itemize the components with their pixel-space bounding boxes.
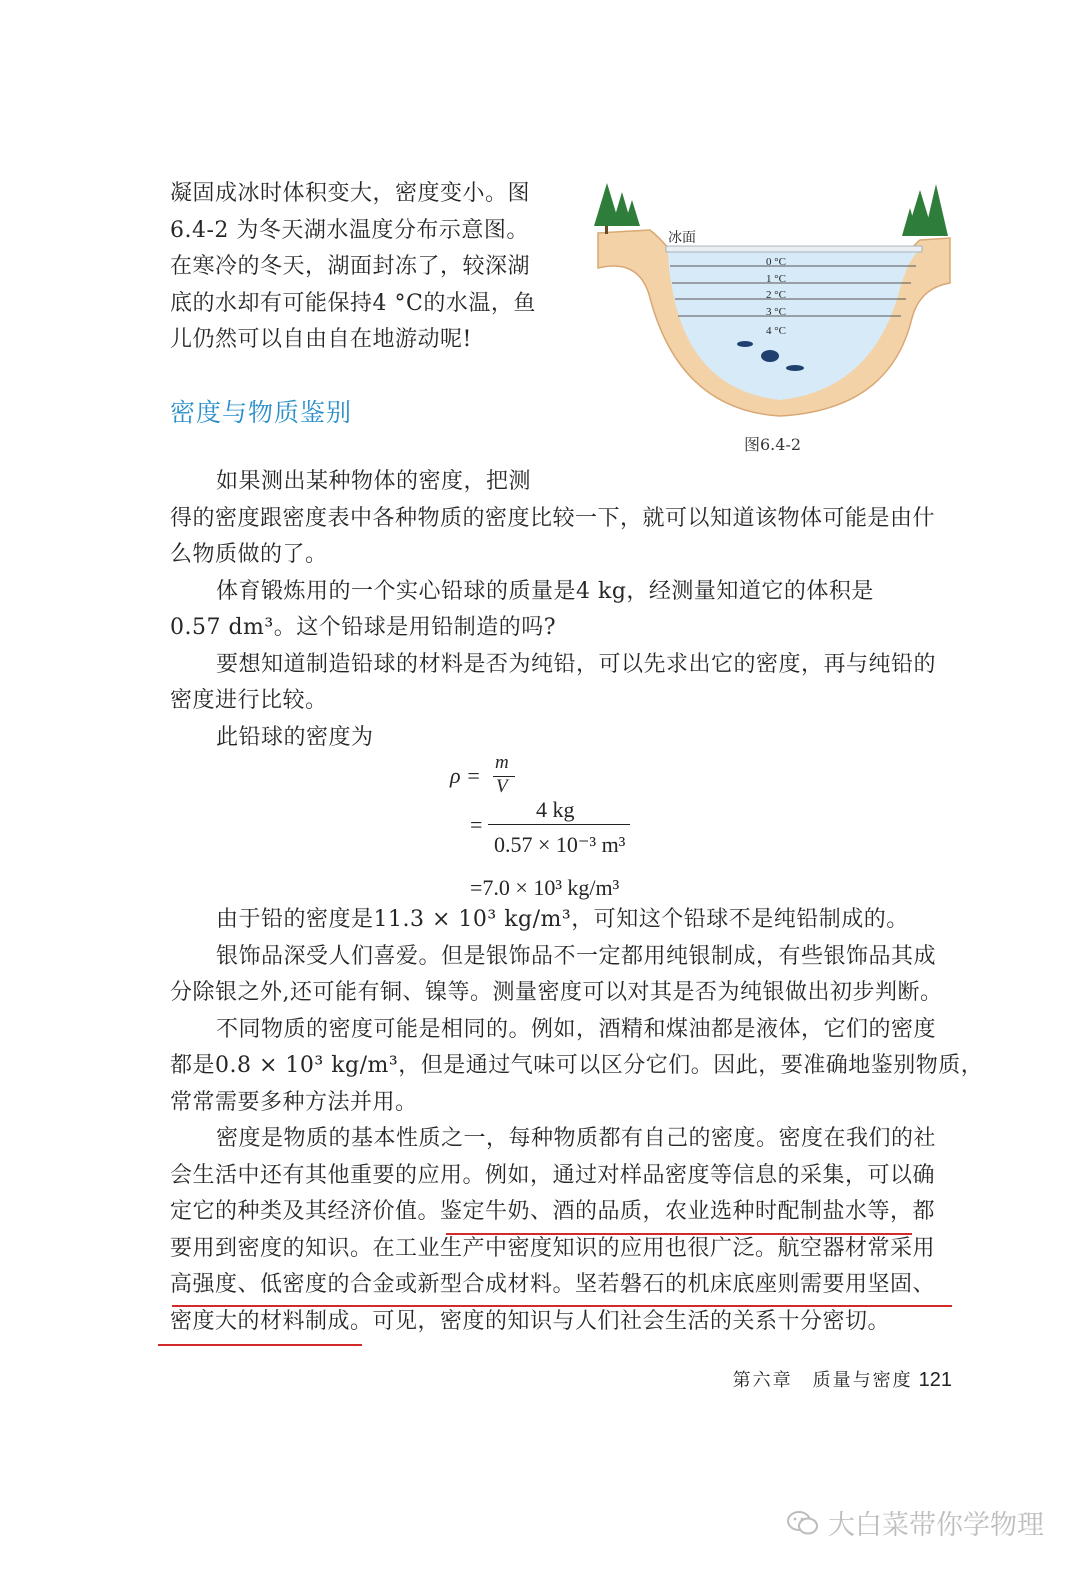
- trees-left-icon: [594, 183, 640, 234]
- paragraph-line: 由于铅的密度是11.3 × 10³ kg/m³，可知这个铅球不是纯铅制成的。: [216, 907, 909, 932]
- temp-label: 1 °C: [766, 273, 786, 285]
- paragraph-line: 体育锻炼用的一个实心铅球的质量是4 kg，经测量知道它的体积是: [216, 578, 874, 604]
- page-number: 121: [918, 1369, 952, 1391]
- formula-m: m: [495, 752, 509, 773]
- formula-denominator: 0.57 × 10⁻³ m³: [494, 832, 626, 857]
- wechat-icon: [786, 1509, 820, 1537]
- section-heading: 密度与物质鉴别: [170, 398, 353, 427]
- lake-temperature-figure: [590, 178, 955, 428]
- chapter-title: 第六章 质量与密度: [732, 1370, 913, 1391]
- intro-line: 儿仍然可以自由自在地游动呢!: [170, 327, 472, 352]
- watermark-text: 大白菜带你学物理: [828, 1510, 1044, 1541]
- paragraph-line: 此铅球的密度为: [216, 724, 374, 750]
- highlight-underline: [158, 1344, 362, 1346]
- paragraph-line: 得的密度跟密度表中各种物质的密度比较一下，就可以知道该物体可能是由什: [170, 505, 936, 531]
- paragraph-line: 如果测出某种物体的密度，把测: [216, 469, 532, 494]
- formula-eq: =: [470, 812, 483, 837]
- body-text: [170, 464, 984, 1340]
- intro-line: 在寒冷的冬天，湖面封冻了，较深湖: [170, 254, 531, 279]
- intro-paragraph: [170, 176, 570, 359]
- ice-surface: [666, 246, 922, 252]
- paragraph-line: 高强度、低密度的合金或新型合成材料。坚若磐石的机床底座则需要用坚固、: [170, 1272, 936, 1297]
- highlight-underline: [172, 1305, 952, 1307]
- formula-numerator: 4 kg: [536, 797, 575, 822]
- intro-line: 凝固成冰时体积变大，密度变小。图: [170, 181, 531, 206]
- paragraph-line: 么物质做的了。: [170, 542, 328, 567]
- intro-line: 底的水却有可能保持4 °C的水温，鱼: [170, 290, 536, 316]
- trees-right-icon: [902, 184, 948, 236]
- paragraph-line: 定它的种类及其经济价值。鉴定牛奶、酒的品质，农业选种时配制盐水等，都: [170, 1199, 936, 1224]
- formula-result: =7.0 × 10³ kg/m³: [470, 875, 620, 900]
- figure-caption: 图6.4-2: [744, 435, 802, 454]
- paragraph-line: 会生活中还有其他重要的应用。例如，通过对样品密度等信息的采集，可以确: [170, 1162, 936, 1188]
- paragraph-line: 密度是物质的基本性质之一，每种物质都有自己的密度。密度在我们的社: [216, 1126, 937, 1151]
- watermark: [786, 1503, 1044, 1542]
- fraction-bar: [488, 824, 630, 825]
- temp-label: 3 °C: [766, 306, 786, 318]
- highlight-underline: [446, 1233, 912, 1235]
- paragraph-line: 银饰品深受人们喜爱。但是银饰品不一定都用纯银制成，有些银饰品其成: [216, 943, 937, 969]
- intro-line: 6.4-2 为冬天湖水温度分布示意图。: [170, 217, 529, 243]
- paragraph-line: 不同物质的密度可能是相同的。例如，酒精和煤油都是液体，它们的密度: [216, 1016, 937, 1042]
- paragraph-line: 都是0.8 × 10³ kg/m³，但是通过气味可以区分它们。因此，要准确地鉴别物质，: [170, 1053, 984, 1078]
- temp-label: 0 °C: [766, 256, 786, 268]
- temp-label: 4 °C: [766, 325, 786, 337]
- paragraph-line: 密度大的材料制成。可见，密度的知识与人们社会生活的关系十分密切。: [170, 1308, 891, 1334]
- paragraph-line: 要想知道制造铅球的材料是否为纯铅，可以先求出它的密度，再与纯铅的: [216, 651, 937, 677]
- paragraph-line: 常常需要多种方法并用。: [170, 1089, 418, 1115]
- ice-label: 冰面: [668, 230, 696, 246]
- page-footer: [733, 1366, 952, 1392]
- temp-label: 2 °C: [766, 289, 786, 301]
- paragraph-line: 分除银之外,还可能有铜、镍等。测量密度可以对其是否为纯银做出初步判断。: [170, 980, 943, 1005]
- formula-V: V: [496, 776, 508, 797]
- formula-rho: ρ =: [450, 763, 481, 788]
- paragraph-line: 0.57 dm³。这个铅球是用铅制造的吗?: [170, 615, 557, 640]
- paragraph-line: 要用到密度的知识。在工业生产中密度知识的应用也很广泛。航空器材常采用: [170, 1235, 936, 1261]
- paragraph-line: 密度进行比较。: [170, 688, 328, 713]
